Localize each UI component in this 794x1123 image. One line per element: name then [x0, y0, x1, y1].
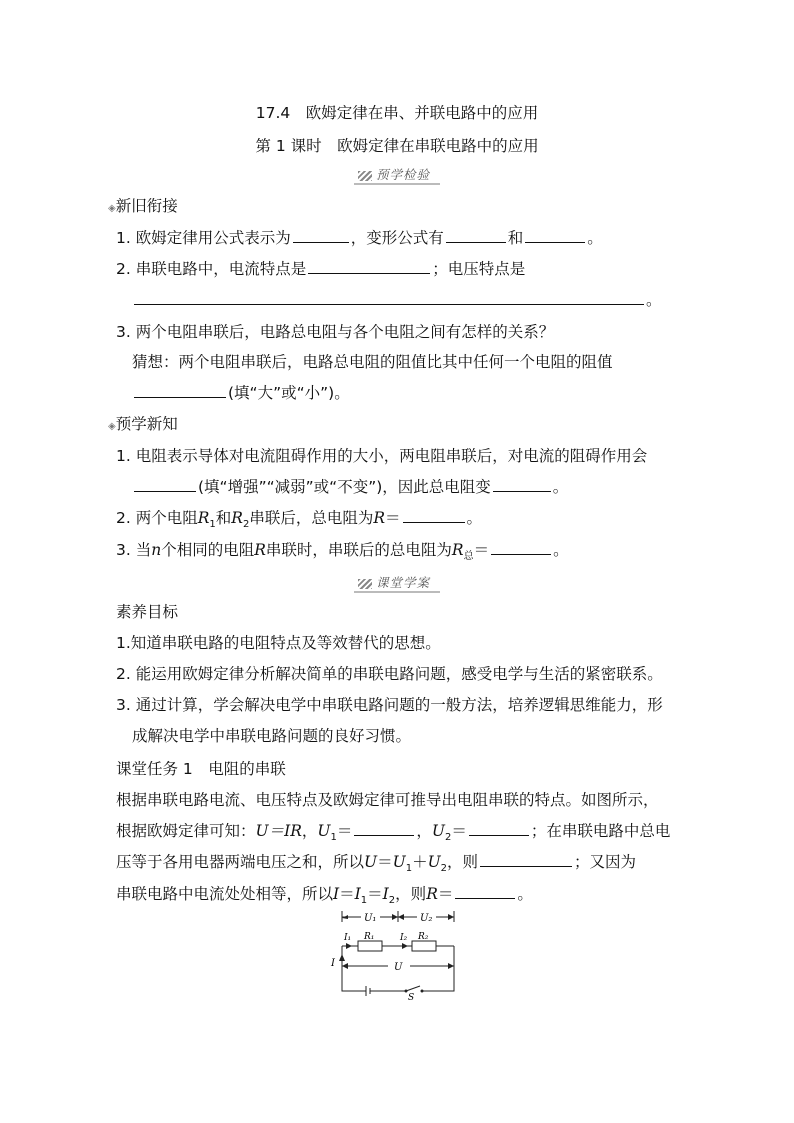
eq: ＝	[377, 853, 393, 871]
var-r: R	[231, 509, 243, 527]
var-u: U	[364, 853, 378, 871]
sub: 1	[209, 519, 216, 531]
section-heading	[108, 196, 178, 219]
text: ；又因为	[574, 853, 637, 871]
label-r2: R₂	[418, 932, 429, 942]
banner-label: 课堂学案	[375, 575, 430, 590]
answer-blank[interactable]	[469, 821, 529, 836]
var-r: R	[197, 509, 210, 527]
new-knowledge-1	[116, 446, 647, 466]
page-title: 17.4 欧姆定律在串、并联电路中的应用	[255, 104, 539, 122]
label-r1: R₁	[364, 932, 375, 942]
eq: ＝	[451, 822, 467, 840]
goal-item: 3. 通过计算，学会解决电学中串联电路问题的一般方法，培养逻辑思维能力，形	[116, 696, 663, 714]
answer-blank[interactable]	[446, 228, 506, 243]
task-text: 根据串联电路电流、电压特点及欧姆定律可推导出电阻串联的特点。如图所示，	[116, 791, 659, 809]
formula: U＝IR	[255, 822, 302, 840]
n2-end: 。	[466, 509, 483, 527]
var-n: n	[151, 541, 162, 559]
bullet-icon: ◈	[108, 421, 116, 432]
text: ，则	[395, 885, 427, 903]
new-knowledge-1-line2	[132, 477, 568, 497]
section-label: 新旧衔接	[115, 197, 178, 215]
n2-text: 2. 两个电阻	[116, 509, 198, 527]
answer-blank[interactable]	[134, 477, 196, 492]
var-u: U	[427, 853, 441, 871]
label-i2: I₂	[400, 933, 408, 943]
question-1	[116, 228, 603, 248]
var-u: U	[392, 853, 406, 871]
q1-text: 1. 欧姆定律用公式表示为	[116, 229, 291, 247]
var-r: R	[254, 541, 266, 559]
goals-heading: 素养目标	[116, 603, 179, 621]
answer-blank[interactable]	[493, 477, 551, 492]
answer-blank[interactable]	[403, 508, 465, 523]
var-i: I	[382, 885, 389, 903]
section-banner-class	[0, 572, 794, 593]
answer-blank[interactable]	[293, 228, 349, 243]
label-i1: I₁	[344, 933, 352, 943]
text: 。	[517, 885, 533, 903]
sub: 2	[440, 863, 448, 875]
eq: ＝	[339, 885, 355, 903]
series-circuit-diagram	[328, 908, 468, 1000]
task-text	[116, 852, 636, 879]
new-knowledge-3	[116, 540, 569, 567]
sub: 2	[388, 895, 396, 907]
task-text	[116, 884, 533, 911]
text: ，	[301, 822, 318, 840]
answer-blank[interactable]	[480, 852, 572, 867]
var-u: U	[431, 822, 445, 840]
q2-end: 。	[646, 291, 662, 309]
text: ，	[416, 822, 432, 840]
n1-text: 1. 电阻表示导体对电流阻碍作用的大小，两电阻串联后，对电流的阻碍作用会	[116, 447, 648, 465]
q3-guess-text: 猜想：两个电阻串联后，电路总电阻的阻值比其中任何一个电阻的阻值	[132, 353, 613, 371]
sub: 1	[330, 832, 337, 844]
answer-blank[interactable]	[491, 540, 551, 555]
var-r: R	[451, 541, 464, 559]
sub: 2	[242, 519, 250, 531]
eq: ＝	[437, 885, 454, 903]
q1-text-c: 和	[507, 229, 524, 247]
text: 根据欧姆定律可知：	[116, 822, 256, 840]
n3-text-c: 串联时，串联后的总电阻为	[265, 541, 452, 559]
var-r: R	[426, 885, 438, 903]
section-banner-preview	[0, 164, 794, 185]
eq: ＝	[336, 822, 353, 840]
task-text	[116, 821, 670, 848]
var-r: R	[373, 509, 386, 527]
q1-text-b: ，变形公式有	[350, 229, 444, 247]
section-heading	[108, 414, 178, 437]
banner-icon	[358, 171, 372, 181]
eq: ＝	[385, 509, 401, 527]
q2-text-b: ；电压特点是	[432, 260, 526, 278]
sub: 1	[360, 895, 368, 907]
var-u: U	[317, 822, 331, 840]
goal-item: 1.知道串联电路的电阻特点及等效替代的思想。	[116, 634, 441, 652]
answer-blank[interactable]	[354, 821, 414, 836]
question-2	[116, 259, 525, 279]
n3-text-b: 个相同的电阻	[161, 541, 255, 559]
n2-mid: 和	[215, 509, 232, 527]
eq: ＝	[473, 541, 490, 559]
text: 串联电路中电流处处相等，所以	[116, 885, 334, 903]
answer-blank[interactable]	[455, 884, 515, 899]
section-label: 预学新知	[115, 415, 178, 433]
n3-text: 3. 当	[116, 541, 152, 559]
sub: 1	[405, 863, 413, 875]
q1-text-d: 。	[587, 229, 603, 247]
n1-end: 。	[552, 478, 569, 496]
eq: ＝	[367, 885, 383, 903]
n3-end: 。	[553, 541, 569, 559]
sub: 2	[444, 832, 452, 844]
label-u2: U₂	[420, 913, 433, 924]
banner-label: 预学检验	[375, 167, 430, 182]
answer-blank[interactable]	[134, 383, 226, 398]
text: ，则	[447, 853, 479, 871]
question-2-line2	[132, 290, 662, 310]
q3-text: 3. 两个电阻串联后，电路总电阻与各个电阻之间有怎样的关系？	[116, 323, 555, 341]
label-i: I	[331, 958, 335, 969]
q3-hint: (填“大”或“小”)。	[228, 384, 350, 402]
n2-text-b: 串联后，总电阻为	[249, 509, 374, 527]
new-knowledge-2	[116, 508, 482, 535]
answer-blank[interactable]	[308, 259, 430, 274]
q2-text: 2. 串联电路中，电流特点是	[116, 260, 307, 278]
banner-icon	[358, 579, 372, 589]
label-u: U	[394, 962, 403, 973]
task-heading: 课堂任务 1 电阻的串联	[116, 760, 286, 778]
answer-blank[interactable]	[525, 228, 585, 243]
bullet-icon: ◈	[108, 203, 116, 214]
goal-item: 2. 能运用欧姆定律分析解决简单的串联电路问题，感受电学与生活的紧密联系。	[116, 665, 663, 683]
text: ；在串联电路中总电	[530, 822, 671, 840]
question-3-guess	[132, 352, 613, 372]
goal-item: 成解决电学中串联电路问题的良好习惯。	[132, 727, 412, 745]
var-i: I	[354, 885, 361, 903]
plus: ＋	[412, 853, 428, 871]
question-3-line3	[132, 383, 350, 403]
page-subtitle: 第 1 课时 欧姆定律在串联电路中的应用	[255, 137, 539, 155]
answer-blank[interactable]	[134, 290, 644, 305]
question-3	[116, 322, 554, 342]
n1-hint: (填“增强”“减弱”或“不变”)，因此总电阻变	[198, 478, 491, 496]
var-i: I	[333, 885, 340, 903]
text: 压等于各用电器两端电压之和，所以	[116, 853, 365, 871]
label-switch: S	[408, 993, 415, 1000]
label-u1: U₁	[364, 913, 377, 924]
sub: 总	[463, 551, 474, 563]
